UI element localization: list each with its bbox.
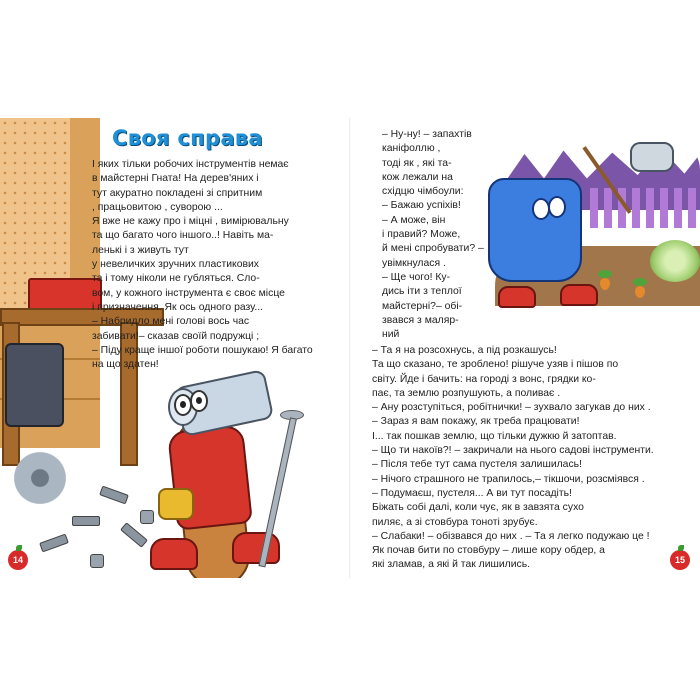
story-line: і правий? Може, bbox=[382, 229, 461, 241]
bolt-icon bbox=[39, 534, 69, 553]
story-line: на що здатен! bbox=[92, 359, 159, 371]
bolt-icon bbox=[120, 522, 148, 548]
story-line: східцю чімбоули: bbox=[382, 186, 464, 198]
cabbage-icon bbox=[650, 240, 700, 282]
story-line: в майстерні Гната! На дерев'яних і bbox=[92, 173, 259, 185]
right-story-text-top bbox=[382, 128, 502, 342]
story-line: ний bbox=[382, 329, 400, 341]
story-line: та і тому ніколи не губляться. Сло- bbox=[92, 273, 260, 285]
story-line: дись іти з теплої bbox=[382, 286, 462, 298]
story-line: – Нічого страшного не трапилось,– тікшочи, розсміявся . bbox=[372, 473, 645, 485]
garden-fence bbox=[590, 188, 700, 228]
story-line: – Що ти накоїв?! – закричали на нього садові інструменти. bbox=[372, 445, 654, 457]
story-line: Я вже не кажу про і міцні , вимірювальну bbox=[92, 216, 289, 228]
story-line: – Зараз я вам покажу, як треба працювати! bbox=[372, 416, 580, 428]
page-number-right: 15 bbox=[670, 550, 690, 570]
story-line: звався з маляр- bbox=[382, 314, 459, 326]
story-line: які зламав, а які й так лишились. bbox=[372, 559, 531, 571]
story-line: – Ну-ну! – запахтів bbox=[382, 129, 472, 140]
page-title: Своя справа bbox=[112, 126, 263, 150]
watering-can-character-icon bbox=[488, 178, 582, 282]
left-page bbox=[0, 118, 350, 578]
hammer-boot bbox=[150, 538, 198, 570]
watering-can-eye bbox=[548, 196, 566, 218]
bolt-icon bbox=[72, 516, 100, 526]
story-line: пиляє, а зі стовбура тоноті зрубує. bbox=[372, 516, 538, 528]
story-line: світу. Йде і бачить: на городі з вонс, грядки ко- bbox=[372, 373, 596, 385]
leaf-icon bbox=[633, 278, 647, 286]
left-story-text bbox=[92, 158, 342, 372]
story-line: Як почав бити по стовбуру – лише кору обдер, а bbox=[372, 545, 605, 557]
story-line: тут акуратно покладені зі спритним bbox=[92, 187, 263, 199]
story-line: І яких тільки робочих інструментів немає bbox=[92, 159, 289, 170]
story-line: пає, та землю розпушують, а поливає . bbox=[372, 387, 561, 399]
hammer-character-bag bbox=[158, 488, 194, 520]
bolt-icon bbox=[99, 486, 129, 505]
hammer-eye bbox=[190, 390, 208, 412]
story-line: – А може, він bbox=[382, 214, 446, 226]
story-line: увімкнулася . bbox=[382, 257, 446, 269]
story-line: – Слабаки! – обізвався до них . – Та я легко подужаю це ! bbox=[372, 530, 650, 542]
story-line: Біжать собі далі, коли чує, як в завзята сухо bbox=[372, 502, 584, 514]
story-line: і призначення. Як ось одного разу... bbox=[92, 301, 263, 313]
fan-icon bbox=[10, 448, 70, 508]
story-line: – Бажаю успіхів! bbox=[382, 200, 461, 212]
right-story-text-bottom bbox=[372, 344, 692, 573]
page-number-left: 14 bbox=[8, 550, 28, 570]
story-line: та що багато чого іншого..! Навіть ма- bbox=[92, 230, 274, 242]
story-line: Та що сказано, те зроблено! рішуче узяв і пішов по bbox=[372, 359, 619, 371]
story-line: І... так пошкав землю, що тільки дужкю й затоптав. bbox=[372, 430, 617, 442]
hammer-boot bbox=[232, 532, 280, 564]
story-line: – Після тебе тут сама пустеля залишилась! bbox=[372, 459, 582, 471]
story-line: – Піду краще іншої роботи пошукаю! Я багато bbox=[92, 344, 313, 356]
story-line: – Та я на розсохнусь, а під розкашусь! bbox=[372, 345, 557, 356]
story-line: , працьовитою , суворою ... bbox=[92, 201, 223, 213]
shovel-character-icon bbox=[630, 142, 674, 172]
story-line: й мені спробувати? – bbox=[382, 243, 484, 255]
book-spread bbox=[0, 118, 700, 578]
leaf-icon bbox=[598, 270, 612, 278]
story-line: тоді як , які та- bbox=[382, 157, 452, 169]
story-line: майстерні?– обі- bbox=[382, 300, 463, 312]
story-line: каніфоллю , bbox=[382, 143, 441, 155]
story-line: вом, у кожного інструмента є своє місце bbox=[92, 287, 285, 299]
story-line: – Ану розступіться, робітнички! – зухвало загукав до них . bbox=[372, 402, 651, 414]
engine-icon bbox=[5, 343, 64, 427]
nut-icon bbox=[90, 554, 104, 568]
story-line: – Набридло мені голові вось час bbox=[92, 316, 250, 328]
story-line: – Ще чого! Ку- bbox=[382, 271, 451, 283]
right-page bbox=[350, 118, 700, 578]
story-line: – Подумаєш, пустеля... А ви тут посадіть! bbox=[372, 487, 572, 499]
watering-can-boot bbox=[560, 284, 598, 306]
story-line: кож лежали на bbox=[382, 171, 453, 183]
story-line: забивати!– сказав своїй подружці ; bbox=[92, 330, 260, 342]
story-line: у невеличких зручних пластикових bbox=[92, 259, 259, 271]
nut-icon bbox=[140, 510, 154, 524]
story-line: ленькі і з живуть тут bbox=[92, 244, 189, 256]
watering-can-boot bbox=[498, 286, 536, 308]
